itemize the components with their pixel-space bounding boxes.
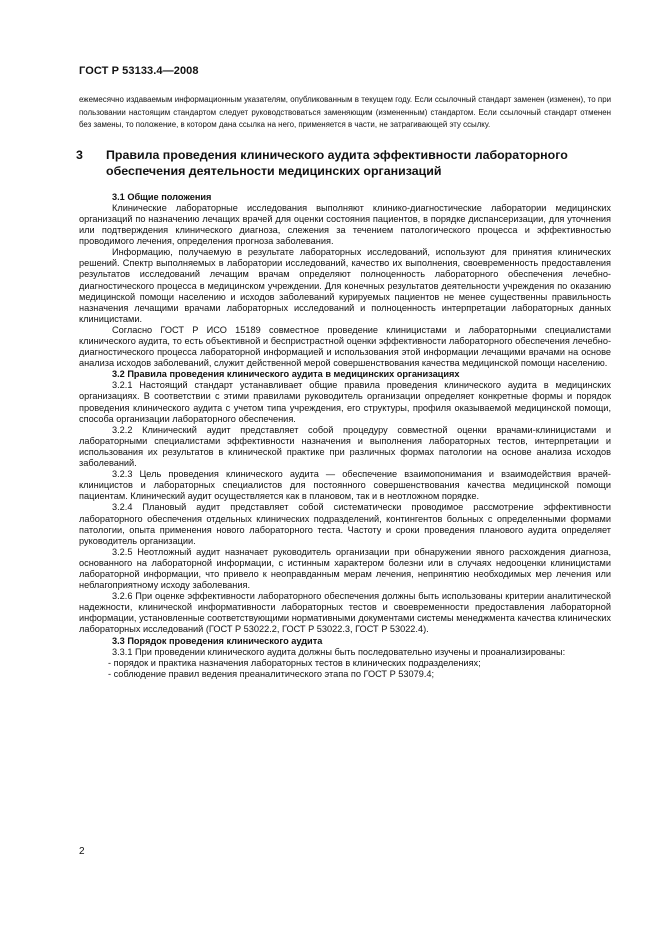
section-3-title: Правила проведения клинического аудита эффективности лабораторного обеспечения деятельности медицинских организаций [106,147,568,178]
clause-3-2-5: 3.2.5 Неотложный аудит назначает руководитель организации при обнаружении явного расхождения диагноза, основанного на лабораторной информации, с истинным характером болезни или в случаях недооценки клиницистами лабораторной информации, что привело к неоправданным мерам лечения, непринятию необходимых мер лечения или неблагоприятному исходу заболевания. [79,546,611,591]
clause-3-2-3: 3.2.3 Цель проведения клинического аудита — обеспечение взаимопонимания и взаимодействия врачей-клиницистов и лабораторных специалистов для постоянного совершенствования качества медицинской помощи пациентам. Клинический аудит осуществляется как в плановом, так и в неотложном порядке. [79,469,611,502]
clause-3-2-2: 3.2.2 Клинический аудит представляет собой процедуру совместной оценки врачами-клиницистами и лабораторными специалистами эффективности назначения и выполнения лабораторных тестов, интерпретации и использования их результатов в клинической практике при различных формах патологии на основе анализа исходов заболеваний. [79,424,611,469]
document-code-header: ГОСТ Р 53133.4—2008 [79,65,199,77]
clause-3-2-4: 3.2.4 Плановый аудит представляет собой систематически проводимое рассмотрение эффективности лабораторного обеспечения отдельных клинических подразделений, контингентов больных с определенными формами патологии, опыта применения нового лабораторного теста. Частоту и сроки проведения планового аудита определяет руководитель организации. [79,502,611,546]
intro-paragraph: ежемесячно издаваемым информационным указателям, опубликованным в текущем году. Если ссылочный стандарт заменен (изменен), то при пользовании настоящим стандартом следует руководствоваться заменяющим (измененным) стандартом. Если ссылочный стандарт отменен без замены, то положение, в котором дана ссылка на него, применяется в части, не затрагивающей эту ссылку. [79,95,611,130]
subsection-3-1-heading: 3.1 Общие положения [112,191,212,202]
paragraph: Клинические лабораторные исследования выполняют клинико-диагностические лаборатории медицинских организаций по назначению лечащих врачей для оценки состояния пациентов, в порядке диспансеризации, для уточнения или подтверждения клинического диагноза, слежения за течением патологического процесса и эффективностью проводимого лечения, определения прогноза заболевания. [79,202,611,247]
section-3-number: 3 [76,147,83,162]
subsection-3-3-heading: 3.3 Порядок проведения клинического аудита [112,635,323,646]
list-item: - порядок и практика назначения лабораторных тестов в клинических подразделениях; [108,657,481,668]
clause-3-3-1: 3.3.1 При проведении клинического аудита должны быть последовательно изучены и проанализированы: [112,646,566,657]
paragraph: Информацию, получаемую в результате лабораторных исследований, используют для принятия клинических решений. Спектр выполняемых в лаборатории исследований, качество их выполнения, своевременность предоставления результатов исследований лечащим врачам определяют полноценность лабораторного обеспечения лечебно-диагностического процесса в медицинском учреждении. Для конечных результатов деятельности учреждения по оказанию медицинской помощи населению и исходов заболеваний курируемых пациентов не менее существенны правильность назначения лечащими врачами лабораторных исследований и полноценность интерпретации лабораторных данных клиницистами. [79,247,611,324]
section-3-heading [76,147,611,179]
subsection-3-2-heading: 3.2 Правила проведения клинического аудита в медицинских организациях [112,369,460,380]
clause-3-2-6: 3.2.6 При оценке эффективности лабораторного обеспечения должны быть использованы критерии аналитической надежности, клинической информативности лабораторных тестов и своевременности предоставления лабораторной информации, установленные соответствующими нормативными документами системы менеджмента качества клинических лабораторных исследований (ГОСТ Р 53022.2, ГОСТ Р 53022.3, ГОСТ Р 53022.4). [79,591,611,635]
clause-3-2-1: 3.2.1 Настоящий стандарт устанавливает общие правила проведения клинического аудита в медицинских организациях. В соответствии с этими правилами руководитель организации определяет конкретные формы и порядок проведения клинического аудита с учетом типа учреждения, его структуры, профиля оказываемой медицинской помощи, способа организации лабораторного обеспечения. [79,380,611,424]
page-number: 2 [79,846,85,857]
intro-block [79,94,611,132]
list-item: - соблюдение правил ведения преаналитического этапа по ГОСТ Р 53079.4; [108,668,435,679]
paragraph: Согласно ГОСТ Р ИСО 15189 совместное проведение клиницистами и лабораторными специалистами клинического аудита, то есть объективной и беспристрастной оценки эффективности лабораторного обеспечения лечебно-диагностического процесса лабораторной информацией и использования этой информации лечащими врачами на основе анализа исходов заболеваний, служит действенной мерой совершенствования качества медицинской помощи населению. [79,324,611,369]
page-body [76,94,611,680]
